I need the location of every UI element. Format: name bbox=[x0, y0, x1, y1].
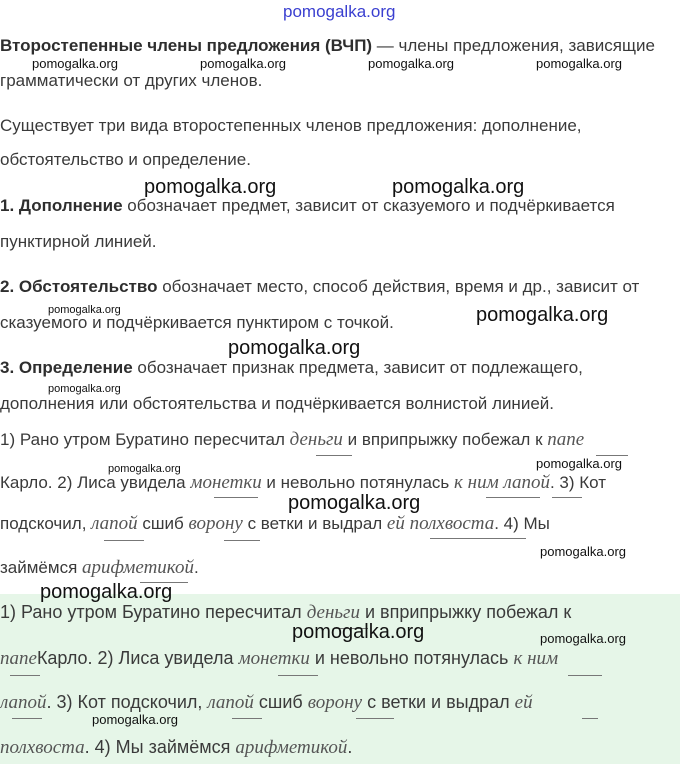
dash-underline bbox=[552, 497, 582, 498]
dash-underline bbox=[224, 540, 260, 541]
watermark-small: pomogalka.org bbox=[32, 56, 118, 71]
exercise-line-3 bbox=[0, 513, 550, 535]
watermark-small: pomogalka.org bbox=[536, 56, 622, 71]
watermark-small: pomogalka.org bbox=[540, 544, 626, 559]
dash-underline bbox=[486, 497, 540, 498]
text-run: . 3) Кот подскочил, bbox=[46, 692, 208, 712]
answer-line-2 bbox=[0, 648, 558, 670]
handwritten-word: папе bbox=[0, 648, 37, 669]
dash-underline bbox=[356, 718, 394, 719]
handwritten-word: арифметикой bbox=[82, 557, 194, 578]
dash-underline bbox=[278, 675, 318, 676]
handwritten-word: монетки bbox=[238, 648, 310, 669]
watermark-large: pomogalka.org bbox=[392, 176, 525, 198]
text-run: 1) Рано утром Буратино пересчитал bbox=[0, 602, 307, 622]
handwritten-word: ворону bbox=[188, 513, 243, 534]
exercise-line-1 bbox=[0, 429, 584, 451]
text-run: сшиб bbox=[137, 514, 189, 533]
item2-line-2: сказуемого и подчёркивается пунктиром с точкой. bbox=[0, 313, 394, 332]
watermark-small: pomogalka.org bbox=[200, 56, 286, 71]
watermark-small: pomogalka.org bbox=[48, 383, 121, 395]
term-obstoyatelstvo: 2. Обстоятельство bbox=[0, 277, 158, 296]
watermark-small: pomogalka.org bbox=[48, 304, 121, 316]
watermark-large: pomogalka.org bbox=[288, 492, 421, 514]
exercise-line-4 bbox=[0, 557, 199, 579]
text-run: сшиб bbox=[253, 692, 308, 712]
handwritten-word: деньги bbox=[306, 602, 360, 623]
handwritten-word: арифметикой bbox=[235, 737, 348, 758]
dash-underline bbox=[582, 718, 598, 719]
answer-line-3 bbox=[0, 692, 533, 714]
handwritten-word: лапой bbox=[91, 513, 138, 534]
handwritten-word: ей полхвоста bbox=[386, 513, 495, 534]
item1-line-2: пунктирной линией. bbox=[0, 232, 157, 251]
text-run: займёмся bbox=[0, 558, 83, 577]
text-run: . bbox=[347, 737, 353, 757]
dash-underline bbox=[214, 497, 258, 498]
dash-underline bbox=[104, 540, 144, 541]
item3-line-1 bbox=[0, 358, 583, 378]
text-run: . 4) Мы займёмся bbox=[84, 737, 236, 757]
handwritten-word: лапой bbox=[207, 692, 254, 713]
handwritten-word: к ним лапой bbox=[454, 472, 550, 493]
dash-underline bbox=[232, 718, 262, 719]
text-run: 1) Рано утром Буратино пересчитал bbox=[0, 430, 290, 449]
text-run: с ветки и выдрал bbox=[362, 692, 515, 712]
handwritten-word: ворону bbox=[307, 692, 363, 713]
para2-line-2: обстоятельство и определение. bbox=[0, 150, 251, 169]
item3-line-2: дополнения или обстоятельства и подчёркивается волнистой линией. bbox=[0, 394, 554, 413]
dash-underline bbox=[316, 455, 352, 456]
watermark-small: pomogalka.org bbox=[368, 56, 454, 71]
term-dopolnenie: 1. Дополнение bbox=[0, 196, 123, 215]
text-run: Карло. 2) Лиса увидела bbox=[36, 648, 239, 668]
handwritten-word: лапой bbox=[0, 692, 47, 713]
text-run: . 4) Мы bbox=[494, 514, 550, 533]
handwritten-word: ей bbox=[514, 692, 533, 713]
watermark-large: pomogalka.org bbox=[40, 581, 173, 603]
text-run: с ветки и выдрал bbox=[242, 514, 387, 533]
intro-line-2: грамматически от других членов. bbox=[0, 71, 263, 90]
answer-line-1 bbox=[0, 602, 571, 624]
handwritten-word: папе bbox=[547, 429, 585, 450]
term-vchp: Второстепенные члены предложения (ВЧП) bbox=[0, 36, 373, 55]
text-run: . bbox=[193, 558, 199, 577]
handwritten-word: монетки bbox=[190, 472, 262, 493]
item1-text: обозначает предмет, зависит от сказуемого и подчёркивается bbox=[122, 196, 615, 215]
dash-underline bbox=[10, 675, 40, 676]
text-run: подскочил, bbox=[0, 514, 92, 533]
item2-line-1 bbox=[0, 277, 639, 297]
item2-text: обозначает место, способ действия, время и др., зависит от bbox=[157, 277, 640, 296]
para2-line-1: Существует три вида второстепенных членов предложения: дополнение, bbox=[0, 116, 582, 135]
intro-line-1 bbox=[0, 36, 655, 56]
exercise-line-2 bbox=[0, 472, 606, 494]
item1-line-1 bbox=[0, 196, 615, 216]
text-run: . 3) Кот bbox=[549, 473, 607, 492]
intro-text: — члены предложения, зависящие bbox=[372, 36, 655, 55]
handwritten-word: полхвоста bbox=[0, 737, 85, 758]
dash-underline bbox=[12, 718, 42, 719]
text-run: и невольно потянулась bbox=[309, 648, 514, 668]
wave-underline bbox=[430, 538, 526, 539]
watermark-large: pomogalka.org bbox=[144, 176, 277, 198]
watermark-large: pomogalka.org bbox=[228, 337, 361, 359]
watermark-large: pomogalka.org bbox=[476, 304, 609, 326]
watermark-small: pomogalka.org bbox=[540, 631, 626, 646]
site-watermark: pomogalka.org bbox=[283, 2, 396, 21]
watermark-small: pomogalka.org bbox=[536, 456, 622, 471]
dash-underline bbox=[568, 675, 602, 676]
text-run: и вприпрыжку побежал к bbox=[342, 430, 548, 449]
text-run: и невольно потянулась bbox=[261, 473, 454, 492]
answer-line-4 bbox=[0, 737, 352, 759]
item3-text: обозначает признак предмета, зависит от подлежащего, bbox=[132, 358, 583, 377]
watermark-small: pomogalka.org bbox=[108, 463, 181, 475]
handwritten-word: к ним bbox=[513, 648, 559, 669]
text-run: Карло. 2) Лиса увидела bbox=[0, 473, 191, 492]
watermark-large: pomogalka.org bbox=[292, 621, 425, 643]
watermark-small: pomogalka.org bbox=[92, 712, 178, 727]
handwritten-word: деньги bbox=[289, 429, 343, 450]
text-run: и вприпрыжку побежал к bbox=[359, 602, 572, 622]
term-opredelenie: 3. Определение bbox=[0, 358, 133, 377]
